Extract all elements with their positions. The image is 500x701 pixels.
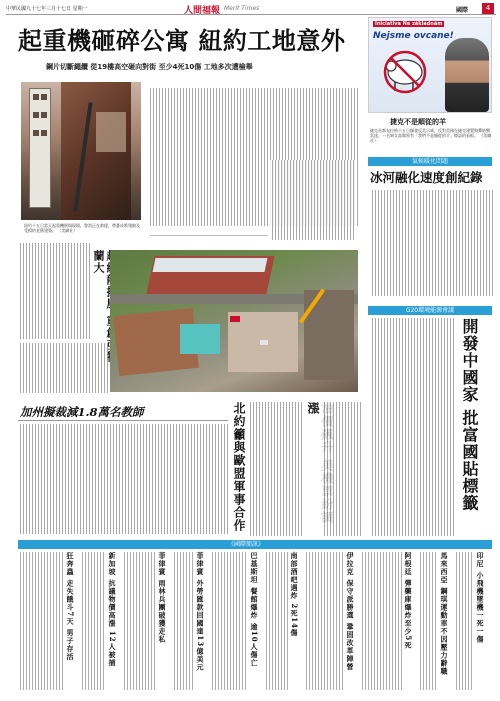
teachers-body-text — [18, 424, 230, 534]
masthead-logo: 人間福報 — [184, 6, 221, 16]
protest-sign-top: Iniciativa Ne základnám — [375, 21, 443, 27]
news-brief-banner-label: 《國際簡訊》 — [228, 541, 265, 548]
masthead-date: 中華民國九十七年三月十七日 星期一 — [6, 6, 88, 12]
protester-figure — [445, 38, 489, 112]
tornado-aerial-photo — [110, 250, 358, 392]
tornado-intro-text — [18, 243, 92, 339]
protest-title: 捷克不是順從的羊 — [390, 118, 446, 126]
brief-headline: 狂奔蟲 走失餓斗7天 男子存活 — [66, 552, 75, 661]
brief-text — [122, 552, 156, 690]
brief-text — [264, 552, 288, 690]
page-number-badge: 4 — [482, 3, 494, 14]
brief-headline: 阿根廷 彈藥庫爆炸至少5死 — [404, 552, 413, 650]
crane-photo — [21, 82, 141, 220]
brief-headline: 菲律賓 外勞匯款回國達13億美元 — [196, 552, 205, 672]
protest-photo — [368, 17, 492, 113]
brief-headline: 馬來西亞 鋼琪運動車不因壓力辭職 — [440, 552, 449, 676]
section-label: 國際 — [456, 7, 469, 14]
brief-text — [172, 552, 194, 690]
lead-body-text-continued — [270, 160, 356, 240]
teachers-headline: 加州擬裁減1.8萬名教師 — [20, 405, 144, 419]
brief-headline: 菲律賓 雨林兵團破獲走私 — [158, 552, 167, 644]
brief-text — [418, 552, 438, 690]
brief-headline: 新加坡 抗議物價高漲 12人被捕 — [108, 552, 117, 667]
g20-banner: G20環境能源會議 — [368, 306, 492, 315]
brief-text — [360, 552, 402, 690]
crane-photo-caption: 紐約十五日當天起重機倒塌現場，警消正在救援，帶憂成堆殘骸及受損的老舊建築。 （美聯社） — [24, 223, 140, 233]
tornado-body-text — [18, 343, 108, 393]
g20-headline: 開發中國家 批富國貼標籤 — [460, 318, 479, 512]
masthead — [6, 3, 496, 15]
glacier-banner: 氣候暖化問題 — [368, 157, 492, 166]
masthead-subtitle: Merit Times — [224, 5, 260, 12]
brief-text — [304, 552, 344, 690]
brief-text — [210, 552, 248, 690]
lead-headline: 起重機砸碎公寓 紐約工地意外 — [18, 26, 346, 55]
oil-body-text — [322, 402, 362, 536]
brief-text — [80, 552, 106, 690]
oil-headline: 漲 — [306, 402, 320, 415]
news-brief-banner — [18, 540, 492, 549]
sheep-icon — [381, 50, 429, 94]
protest-caption: 捷克首都布拉格十五日爆發反美示威，反對美國在捷克建置飛彈防禦雷達，一名婦女高舉寫有「我們不是順從的羊」標語的看板。 （美聯社） — [370, 128, 492, 143]
europe-body-text — [248, 402, 302, 536]
tornado-headline: 蘭大 — [92, 250, 105, 274]
lead-subhead: 鋼片切斷繩纜 從19樓高空砸向對街 至少4死10傷 工地多次遭檢舉 — [46, 63, 253, 71]
g20-body-text — [370, 318, 456, 536]
divider — [150, 232, 268, 236]
brief-headline: 巴基斯坦 餐館爆炸 逾10人傷亡 — [250, 552, 259, 667]
divider — [18, 420, 228, 421]
brief-headline: 南部酒吧遇炸 2死14傷 — [290, 552, 299, 638]
europe-headline: 北約籲與歐盟軍事合作 — [232, 402, 246, 532]
brief-text — [454, 552, 474, 690]
brief-text — [18, 552, 64, 690]
brief-headline: 印尼 小飛機墜機一死一傷 — [476, 552, 485, 644]
glacier-body-text — [370, 190, 494, 296]
glacier-headline: 冰河融化速度創紀錄 — [370, 170, 483, 185]
protest-sign-main: Nejsme ovcane! — [373, 31, 454, 41]
news-brief-columns — [18, 552, 492, 692]
brief-headline: 伊拉克 保守派勝選 鞏固改革陣營 — [346, 552, 355, 671]
